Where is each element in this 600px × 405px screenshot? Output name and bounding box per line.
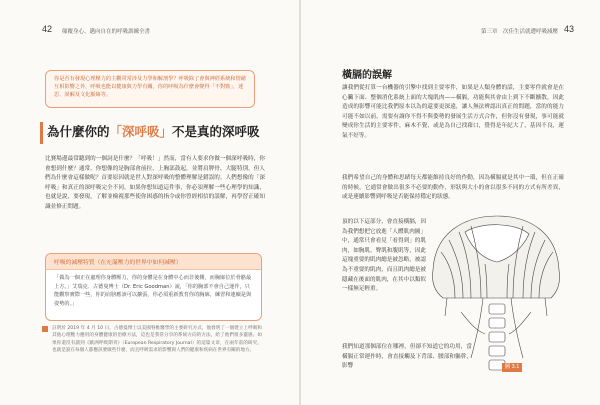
tip-box-body: 「做為一個正在處理你身體壓力，你的身體是在身體中心而非後側，而胸廓位於骨骼最上方。」艾瑞克．古德曼博士（Dr. Eric Goodman）說，「你的胸部不會自己運作，只能觀察實際一些，你的肩膀應該可以擴張，你必須重新教育你的胸廓，練習和連續是與姿勢的。」: [54, 275, 252, 307]
diaphragm-illustration: [425, 212, 567, 377]
intro-question-text: 你是否有發現心理壓力的主觀常常涉及力學和解剖學？呼吸除了會與神經系統和情緒互相影響之外，呼吸也能以健康與力學有關，你的呼吸為什麼會變得「不對勁」，迷思、誤解及文化脈絡等。: [54, 76, 246, 98]
heading-accent-bar: [40, 122, 43, 144]
section-heading-suffix: 不是真的深呼吸: [172, 124, 260, 139]
section-heading: [47, 122, 260, 140]
right-paragraph-2: 我們希望自己的身體和思緒每天都能維持良好的作動，因為橫膈就是其中一環，但在正確的時候，它通常會做出很多不必要的動作，形狀與大小的會以很多不同的方式有所差異，或是連續影響到呼吸是否能保持穩定的狀態。: [342, 175, 564, 201]
right-paragraph-3: 頂的以下這部分，會直接橫膈，因為我們想把它放進「人體肌肉圖」中，通常只會看見「看得到」的肌肉，如胸肌、臀肌和腹肌等，因此這塊重要的肌肉總是被忽略，被認為不重要的肌肉，而且肌肉總是被隱藏在後面的肌肉，在其中以類似一樣無足輕重。: [342, 219, 426, 293]
right-paragraph-4: 我們知道那個部位在哪裡，但卻不知道它的功用，當橫膈正常運作時，會直接觸及下背部、腰部和軀幹，影響: [342, 344, 472, 370]
diaphragm-crus-left: [471, 298, 483, 358]
left-paragraph-1: 比賽場邊最常聽到的一個詞是什麼？「呼吸！」然而，當有人要求你做一個深呼吸時，你會想到什麼？通常，你想像的是胸部會前拉、上胸部鼓起，並將肩胛骨、大腿特別，但人們為什麼會這樣做呢？首要原因就是世人對深呼吸的整體理解是錯誤的。人們想像的「深呼吸」和真正的深呼吸完全不同。如果你想知道這件事，你必須理解一些心理學的知識，也就是說，要發現，了解並檢視那些使你困惑的指令或你曾經相信的誤解，再學習正確知識並修正問題。: [45, 156, 265, 210]
right-page-number: 43: [564, 24, 575, 34]
vertebra-1: [489, 304, 505, 314]
intro-question-box: [45, 70, 255, 108]
right-heading: 橫膈的誤解: [342, 70, 392, 81]
vertebra-3: [489, 332, 505, 342]
tip-box-title: 呼吸的減壓特質（在充滿壓力的世界中如何減壓）: [46, 254, 261, 270]
left-page-number: 42: [42, 24, 53, 34]
footnote-marker: [42, 326, 48, 332]
vertebra-2: [489, 318, 505, 328]
right-paragraph-1: 讓我們從打算一台機器的引擎中找到主要零件，如果是人類身體的話，主要零件就會是在心臟下面、整個消化系統上面的大塊肌肉——橫膈，功能與其會由上到下不斷擴散，因此造成的影響可能比我們原本以為的還要更深遠，讓人無法辨認出真正的問題，當的的能力可能不如以前，需要有調你不得不與姿勢的發展生活方式合作，但你沒有發現，事可能就變成你生活的主要零件，麻木不覺，或是為自己找藉口，覺得是年紀大了，基因不良，運氣不好等。: [342, 85, 564, 139]
section-heading-prefix: 為什麼你的: [47, 124, 110, 139]
footnote: 註明於 2019 年 4 月 10 日，古德曼博士以美國脊椎醫學的主要研究方式，他發明了一個建立上呼吸和其他心理壓力應用的身體健康的治療方法，這也是我常分享的系統方向的方法，給了他們很多靈感。如果你還沒有讀到《歐洲呼吸期刊》（European Respiratory Journal）的這篇文章，在兩年前的研究，也就是說在每個人都應該要做些什麼，而且呼吸需求的影響與人們的健康和疾病在世界有關的地方。: [52, 326, 262, 354]
tip-box: [45, 253, 262, 321]
section-heading-quoted: 「深呼吸」: [109, 124, 173, 139]
left-page: [0, 0, 299, 405]
right-running-header: 第三章 次佳生活就遭呼吸減壓: [481, 29, 559, 35]
vertebra-4: [489, 346, 505, 356]
figure-label: 圖 3.1: [502, 363, 522, 372]
left-running-header: 顛覆身心、邁向自在的呼吸訓練全書: [62, 29, 151, 35]
